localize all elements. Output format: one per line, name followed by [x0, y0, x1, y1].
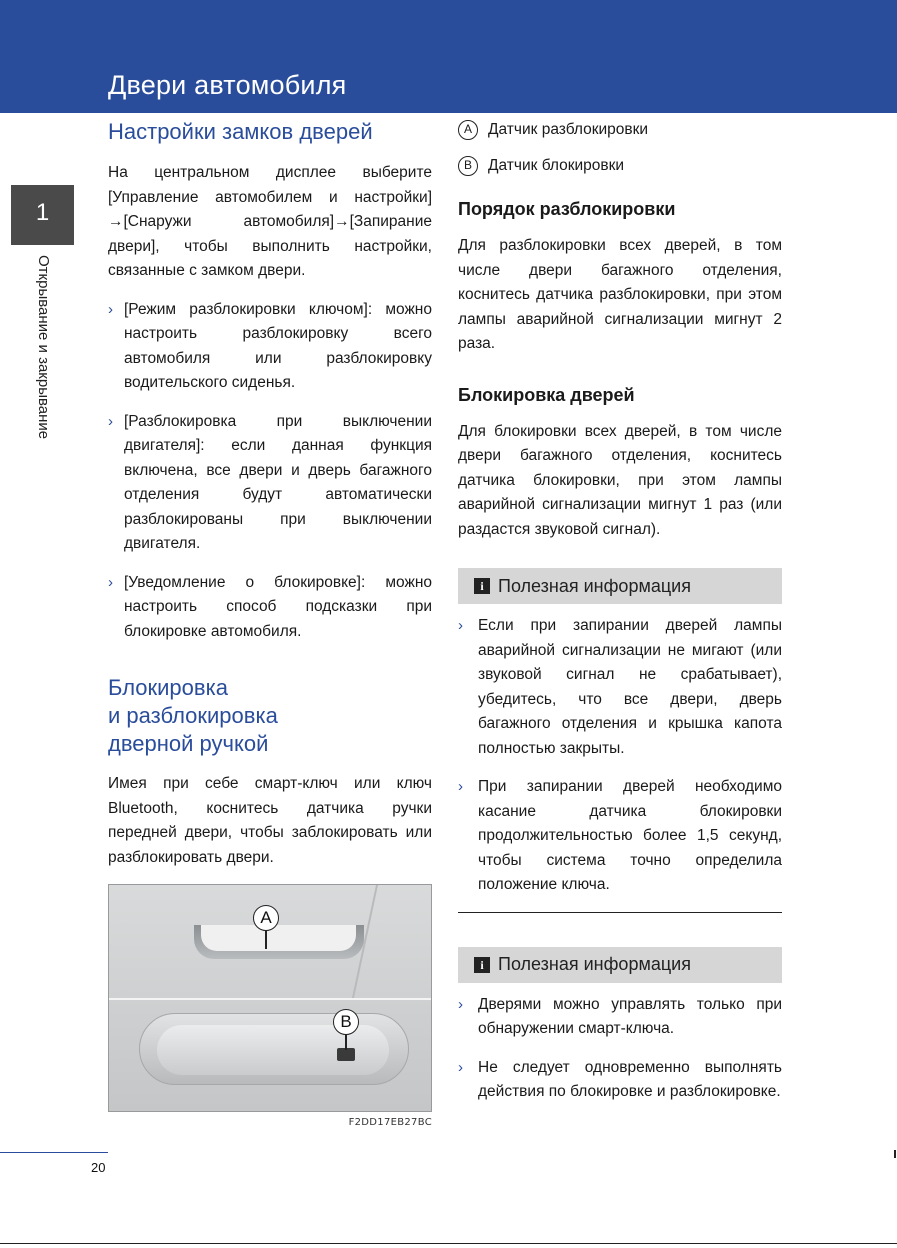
list-item: › При запирании дверей необходимо касание датчика блокировки продолжительностью более 1,5 секунд, чтобы система точно определила положение ключа. [458, 775, 782, 898]
chapter-number: 1 [35, 199, 50, 226]
chevron-right-icon: › [458, 1058, 463, 1076]
legend-item-b: B Датчик блокировки [458, 154, 782, 178]
crop-mark [894, 1150, 896, 1158]
callout-line-a [265, 929, 267, 949]
page-number: 20 [91, 1160, 106, 1175]
info-box-end-rule [458, 912, 782, 913]
handle-lock-text: Имея при себе смарт-ключ или ключ Bluetooth, коснитесь датчика ручки передней двери, чтобы заблокировать или разблокировать двери. [108, 775, 432, 866]
chevron-right-icon: › [108, 573, 113, 591]
right-column [458, 118, 782, 1119]
info-icon: i [474, 957, 490, 973]
chevron-right-icon: › [108, 300, 113, 318]
unlock-text: Для разблокировки всех дверей, в том числе двери багажного отделения, коснитесь датчика разблокировки, при этом лампы аварийной сигнализации мигнут 2 раза. [458, 237, 782, 352]
door-handle-figure [108, 884, 432, 1128]
lock-text: Для блокировки всех дверей, в том числе двери багажного отделения, коснитесь датчика блокировки, при этом лампы аварийной сигнализации мигнут 1 раз (или раздастся звуковой сигнал). [458, 422, 782, 538]
chapter-tab [11, 185, 74, 245]
chapter-title-vertical: Открывание и закрывание [35, 255, 52, 440]
info-box-header: i Полезная информация [458, 947, 782, 983]
info-box-header: i Полезная информация [458, 568, 782, 604]
section-title-door-lock-settings: Настройки замков дверей [108, 119, 373, 144]
chevron-right-icon: › [458, 778, 463, 795]
lock-title: Блокировка дверей [458, 384, 635, 405]
info-list-2 [458, 993, 782, 1105]
photo-divider [109, 998, 432, 1000]
callout-line-b [345, 1033, 347, 1050]
left-column [108, 118, 432, 1128]
list-item: › Дверями можно управлять только при обнаружении смарт-ключа. [458, 993, 782, 1042]
list-item: › Не следует одновременно выполнять действия по блокировке и разблокировке. [458, 1056, 782, 1105]
door-handle-photo [108, 884, 432, 1112]
rear-door-handle-slot [201, 925, 356, 951]
chevron-right-icon: › [108, 412, 113, 430]
page-header-title: Двери автомобиля [108, 70, 347, 100]
figure-code: F2DD17EB27BC [348, 1117, 432, 1128]
chevron-right-icon: › [458, 995, 463, 1013]
unlock-title: Порядок разблокировки [458, 199, 676, 219]
info-list-1 [458, 614, 782, 898]
chevron-right-icon: › [458, 617, 463, 634]
list-item: › [Разблокировка при выключении двигателя]: если данная функция включена, все двери и дверь багажного отделения будут автоматически разблокированы при выключении двигателя. [108, 410, 432, 557]
settings-list [108, 298, 432, 645]
section-title-handle-lock: Блокировка и разблокировка дверной ручкой [108, 675, 278, 756]
legend-item-a: A Датчик разблокировки [458, 118, 782, 142]
page-bottom-rule [0, 1243, 897, 1244]
callout-b: B [333, 1009, 359, 1035]
section-intro: На центральном дисплее выберите [Управление автомобилем и настройки] →[Снаружи автомобиля]→[Запирание двери], чтобы выполнить настройки, связанные с замком двери. [108, 164, 432, 279]
info-icon: i [474, 578, 490, 594]
list-item: › [Уведомление о блокировке]: можно настроить способ подсказки при блокировке автомобиля. [108, 571, 432, 645]
legend-marker-b: B [458, 156, 478, 176]
footer-rule [0, 1152, 108, 1153]
legend-marker-a: A [458, 120, 478, 140]
callout-a: A [253, 905, 279, 931]
list-item: › [Режим разблокировки ключом]: можно настроить разблокировку всего автомобиля или разблокировку водительского сиденья. [108, 298, 432, 396]
list-item: › Если при запирании дверей лампы аварийной сигнализации не мигают (или звуковой сигнал не срабатывает), убедитесь, что все двери, дверь багажного отделения и крышка капота полностью закрыты. [458, 614, 782, 761]
